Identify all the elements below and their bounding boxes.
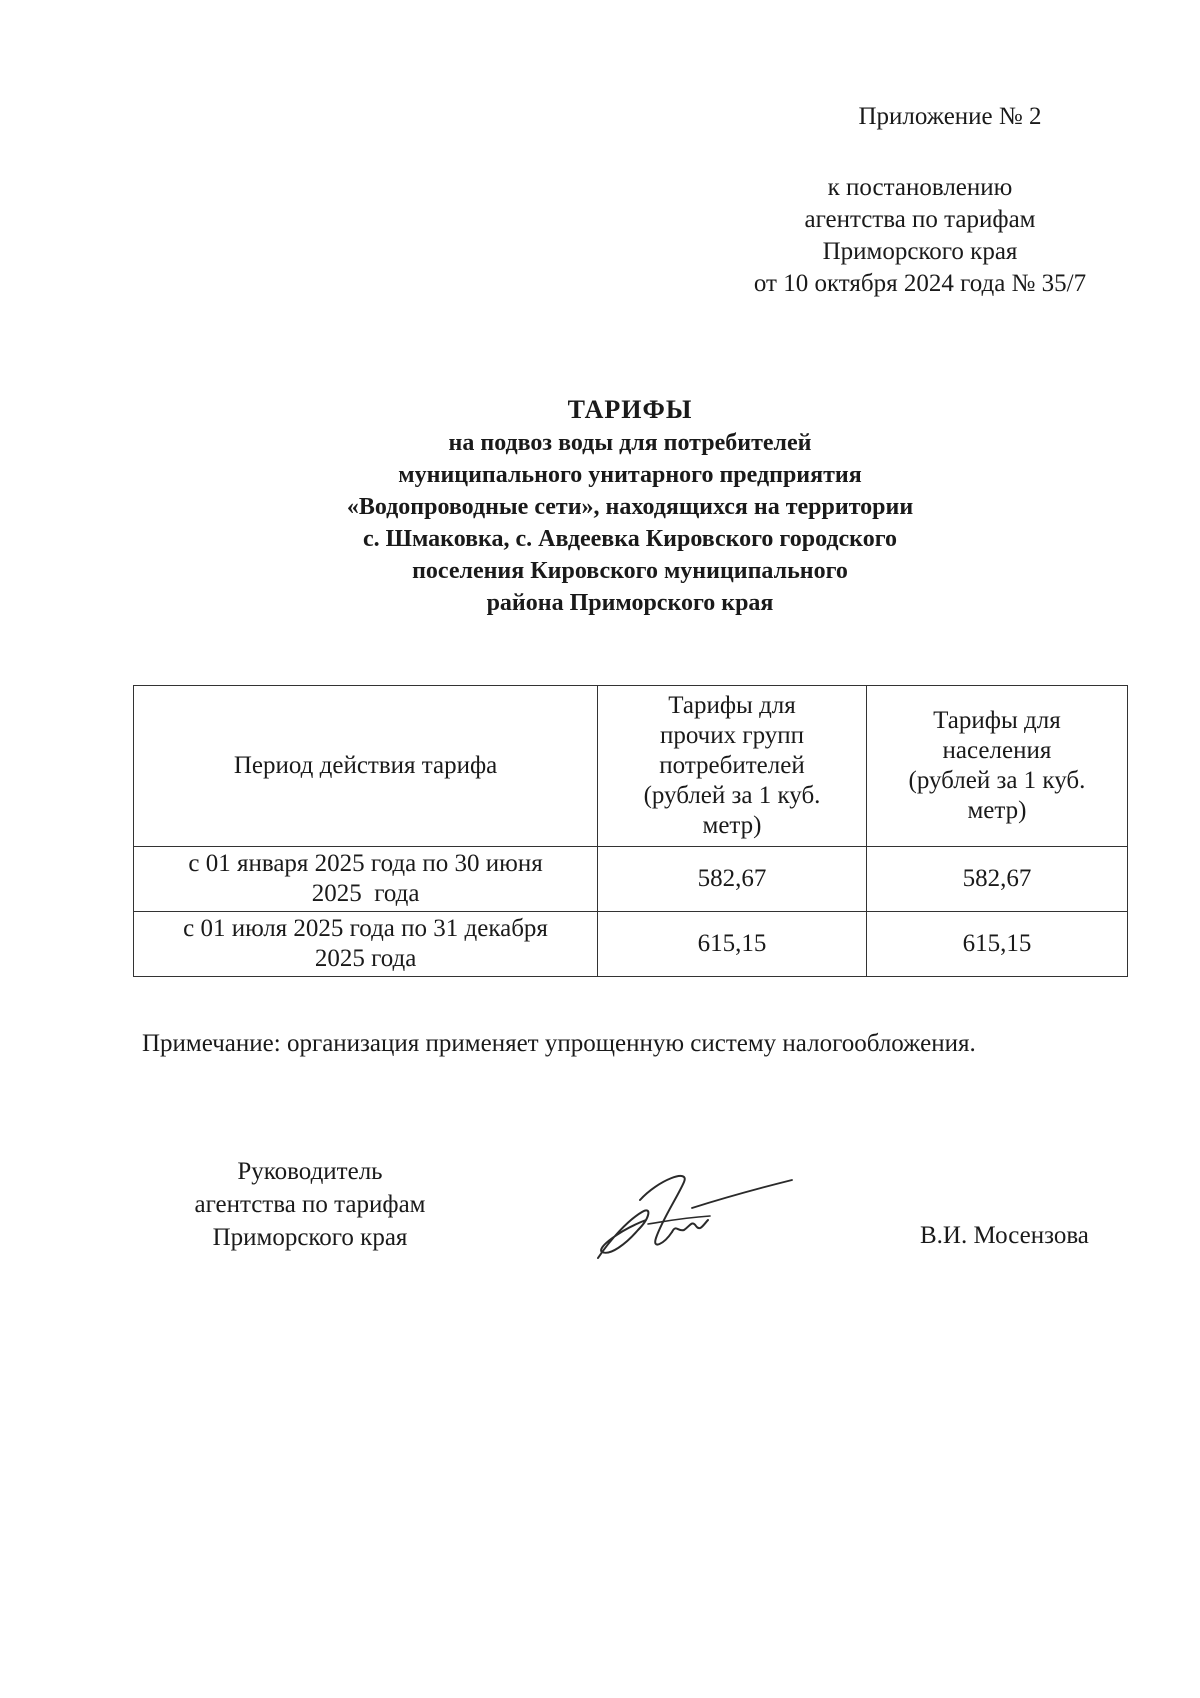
subtitle-line: с. Шмаковка, с. Авдеевка Кировского городского xyxy=(362,526,897,552)
subtitle-line: «Водопроводные сети», находящихся на территории xyxy=(346,494,914,520)
subtitle-line: на подвоз воды для потребителей xyxy=(448,430,812,456)
appendix-title: Приложение № 2 xyxy=(858,103,1042,130)
title-subtitle xyxy=(200,427,1060,619)
table-row xyxy=(134,847,1128,912)
decree-reference xyxy=(700,172,1140,300)
title-main: ТАРИФЫ xyxy=(567,395,693,424)
signer-name: В.И. Мосензова xyxy=(920,1222,1089,1249)
tax-note: Примечание: организация применяет упрощенную систему налогообложения. xyxy=(142,1030,976,1057)
decree-line: Приморского края xyxy=(822,238,1018,265)
subtitle-line: района Приморского края xyxy=(486,590,774,616)
cell-other-tariff: 582,67 xyxy=(598,847,867,912)
document-title xyxy=(200,393,1060,619)
cell-population-tariff: 582,67 xyxy=(866,847,1127,912)
decree-line: к постановлению xyxy=(827,174,1013,201)
decree-line: агентства по тарифам xyxy=(804,206,1036,233)
cell-population-tariff: 615,15 xyxy=(866,912,1127,977)
header-population: Тарифы для населения (рублей за 1 куб. метр) xyxy=(866,686,1127,847)
decree-line: от 10 октября 2024 года № 35/7 xyxy=(753,270,1087,297)
cell-other-tariff: 615,15 xyxy=(598,912,867,977)
table-header-row xyxy=(134,686,1128,847)
tariff-table xyxy=(133,685,1128,977)
handwritten-signature xyxy=(580,1160,800,1270)
table-row xyxy=(134,912,1128,977)
cell-period: с 01 января 2025 года по 30 июня 2025 года xyxy=(134,847,598,912)
cell-period: с 01 июля 2025 года по 31 декабря 2025 года xyxy=(134,912,598,977)
header-other-consumers: Тарифы для прочих групп потребителей (рублей за 1 куб. метр) xyxy=(598,686,867,847)
subtitle-line: поселения Кировского муниципального xyxy=(412,558,848,584)
subtitle-line: муниципального унитарного предприятия xyxy=(398,462,862,488)
header-period: Период действия тарифа xyxy=(134,686,598,847)
signer-position: Руководитель агентства по тарифам Приморского края xyxy=(194,1158,426,1251)
